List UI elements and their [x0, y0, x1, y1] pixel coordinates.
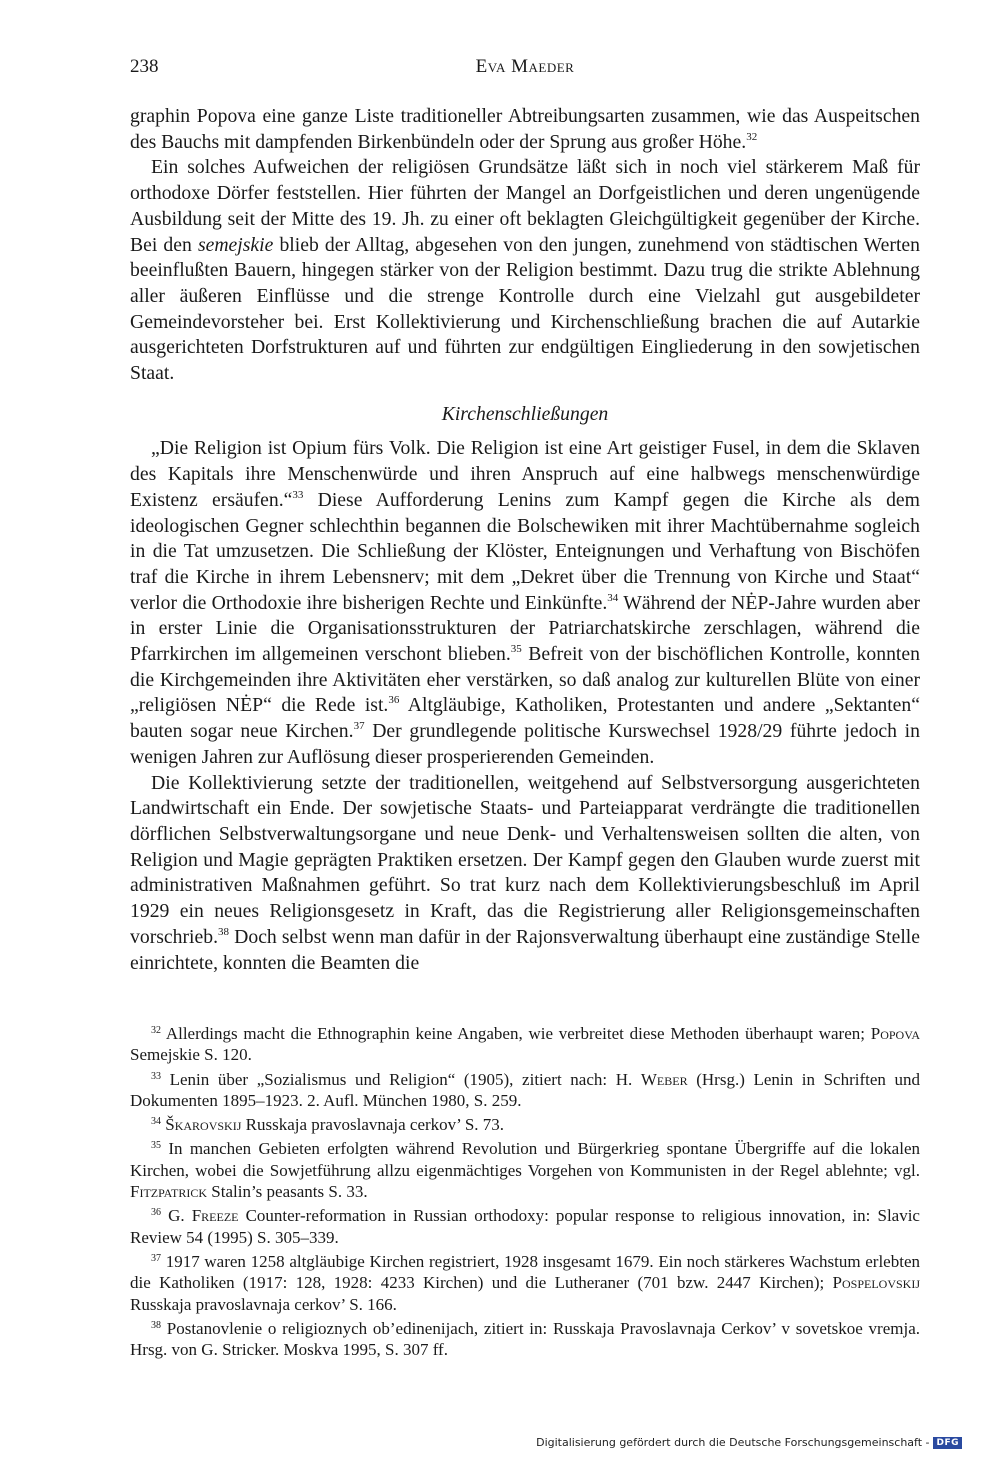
footnote-36 [130, 1205, 920, 1248]
paragraph-3-text-a: „Die Religion ist Opium fürs Volk. Die Religion ist eine Art geistiger Fusel, in dem die Sklaven des Kapitals ihre Menschenwürde und ihren Anspruch auf eine halbwegs menschenwürdige Existenz ersäufen.“ [130, 437, 920, 511]
footnote-ref-34: 34 [607, 591, 619, 604]
paragraph-3-text-c: Während der NĖP-Jahre wurden aber in erster Linie die Organisationsstrukturen der Patriarchatskirche zerschlagen, während die Pfarrkirchen im allgemeinen verschont blieben. [130, 591, 920, 666]
footnote-number: 36 [151, 1207, 161, 1219]
paragraph-4-text-a: Die Kollektivierung setzte der traditionellen, weitgehend auf Selbstversorgung ausgerichteten Landwirtschaft ein Ende. Der sowjetische Staats- und Parteiapparat verdrängte die traditionellen dörflichen Selbstverwaltungsorgane und neue Denk- und Verhaltensweisen sollten die alten, von Religion und Magie geprägten Praktiken ersetzen. Der Kampf gegen den Glauben wurde zuerst mit administrativen Maßnahmen geführt. So trat kurz nach dem Kollektivierungsbeschluß im April 1929 ein neues Religionsgesetz in Kraft, das die Registrierung aller Religionsgemeinschaften vorschrieb. [130, 771, 920, 948]
paragraph-2-text-a: Ein solches Aufweichen der religiösen Grundsätze läßt sich in noch viel stärkerem Maß für orthodoxe Dörfer feststellen. Hier führten der Mangel an Dorfgeistlichen und deren ungenügende Ausbildung seit der Mitte des 19. Jh. zu einer oft beklagten Gleichgültigkeit gegenüber der Kirche. Bei den [130, 156, 920, 256]
footnote-text: G. [161, 1206, 192, 1226]
footnote-ref-35: 35 [510, 643, 522, 656]
cited-author: Weber [640, 1069, 688, 1089]
paragraph-4-text-b: Doch selbst wenn man dafür in der Rajonsverwaltung überhaupt eine zuständige Stelle einrichtete, konnten die Beamten die [130, 925, 920, 974]
footnote-text: Allerdings macht die Ethnographin keine Angaben, wie verbreitet diese Methoden überhaupt waren; [161, 1024, 871, 1043]
paragraph-2-text-b: blieb der Alltag, abgesehen von den jungen, zunehmend von städtischen Werten beeinflußten Bauern, hingegen stärker von der Religion bestimmt. Dazu trug die strikte Ablehnung aller äußeren Einflüsse und die strenge Kontrolle durch eine Vielzahl gut ausgebildeter Gemeindevorsteher bei. Erst Kollektivierung und Kirchenschließung brachen die auf Autarkie ausgerichteten Dorfstrukturen auf und führten zur endgültigen Eingliederung in den sowjetischen Staat. [130, 233, 920, 385]
footnote-38 [130, 1318, 920, 1361]
page-number: 238 [130, 56, 159, 77]
footnote-number: 33 [151, 1070, 161, 1082]
footnotes [130, 1023, 920, 1363]
footnote-33 [130, 1069, 920, 1112]
footnote-text: Russkaja pravoslavnaja cerkov’ S. 73. [241, 1115, 505, 1135]
footnote-text: Russkaja pravoslavnaja cerkov’ S. 166. [130, 1294, 397, 1314]
paragraph-1 [130, 104, 920, 155]
cited-author: Pospelovskij [832, 1273, 920, 1293]
paragraph-2 [130, 155, 920, 386]
paragraph-3-text-d: Befreit von der bischöflichen Kontrolle, konnten die Kirchgemeinden ihre Aktivitäten eher verstärken, so daß analog zur kulturellen Blüte von einer „religiösen NĖP“ die Rede ist. [130, 643, 920, 717]
cited-author: Freeze [191, 1206, 239, 1226]
footnote-32 [130, 1023, 920, 1066]
page-header [130, 56, 920, 86]
paragraph-1-text: graphin Popova eine ganze Liste traditioneller Abtreibungsarten zusammen, wie das Auspeitschen des Bauchs mit dampfenden Birkenbündeln oder der Sprung aus großer Höhe. [130, 105, 920, 153]
footnote-37 [130, 1251, 920, 1315]
footnote-number: 37 [151, 1252, 161, 1264]
credit-text: Digitalisierung gefördert durch die Deutsche Forschungsgemeinschaft - [536, 1436, 930, 1449]
paragraph-3-text-f: Der grundlegende politische Kurswechsel 1928/29 führte jedoch in wenigen Jahren zur Auflösung dieser prosperierenden Gemeinden. [130, 720, 920, 768]
main-text [130, 104, 920, 976]
footnote-number: 35 [151, 1140, 161, 1152]
paragraph-3-text-e: Altgläubige, Katholiken, Protestanten und andere „Sektanten“ bauten sogar neue Kirchen. [130, 694, 920, 743]
running-head-author [130, 56, 920, 78]
dfg-logo: DFG [933, 1437, 962, 1449]
footnote-ref-36: 36 [388, 694, 400, 707]
digitization-credit [536, 1436, 962, 1449]
footnote-text: Postanovlenie o religioznych ob’edinenijach, zitiert in: Russkaja Pravoslavnaja Cerkov’ v sovetskoe vremja. Hrsg. von G. Stricker. Moskva 1995, S. 307 ff. [130, 1318, 920, 1360]
paragraph-3-text-b: Diese Aufforderung Lenins zum Kampf gegen die Kirche als dem ideologischen Gegner schlechthin begannen die Bolschewiken mit ihrer Machtübernahme sogleich in die Tat umzusetzen. Die Schließung der Klöster, Enteignungen und Verhaftung von Bischöfen traf die Kirche in ihrem Lebensnerv; mit dem „Dekret über die Trennung von Kirche und Staat“ verlor die Orthodoxie ihre bisherigen Rechte und Einkünfte. [130, 488, 920, 614]
footnote-34 [130, 1114, 920, 1135]
footnote-ref-32: 32 [746, 130, 758, 143]
cited-author: Popova [870, 1024, 920, 1043]
paragraph-3 [130, 436, 920, 770]
footnote-text: Counter-reformation in Russian orthodoxy: popular response to religious innovation, in: Slavic Review 54 (1995) S. 305–339. [130, 1206, 920, 1247]
footnote-text: (Hrsg.) Lenin in Schriften und Dokumenten 1895–1923. 2. Aufl. München 1980, S. 259. [130, 1069, 920, 1110]
footnote-text: 1917 waren 1258 altgläubige Kirchen registriert, 1928 insgesamt 1679. Ein noch stärkeres Wachstum erlebten die Katholiken (1917: 128, 1928: 4233 Kirchen) und die Lutheraner (701 bzw. 2447 Kirchen); [130, 1251, 920, 1293]
footnote-number: 34 [151, 1116, 161, 1128]
paragraph-4 [130, 771, 920, 977]
footnote-35 [130, 1138, 920, 1202]
footnote-number: 38 [151, 1319, 161, 1331]
section-heading: Kirchenschließungen [441, 402, 609, 425]
footnote-text: In manchen Gebieten erfolgten während Revolution und Bürgerkrieg spontane Übergriffe auf die lokalen Kirchen, wobei die Sowjetführung allzu eigenmächtiges Vorgehen von Kommunisten in der Regel ablehnte; vgl. [130, 1139, 920, 1180]
footnote-ref-37: 37 [353, 720, 365, 733]
footnote-ref-38: 38 [218, 925, 230, 938]
footnote-text: Semejskie S. 120. [130, 1045, 252, 1065]
cited-author: Škarovskij [165, 1115, 242, 1135]
footnote-ref-33: 33 [292, 488, 304, 501]
footnote-text: Stalin’s peasants S. 33. [207, 1182, 368, 1202]
semejskie-term: semejskie [197, 233, 274, 256]
footnote-text: Lenin über „Sozialismus und Religion“ (1905), zitiert nach: H. [161, 1069, 641, 1089]
footnote-number: 32 [151, 1025, 161, 1036]
cited-author: Fitzpatrick [130, 1182, 208, 1202]
author-name: Eva Maeder [475, 56, 575, 77]
